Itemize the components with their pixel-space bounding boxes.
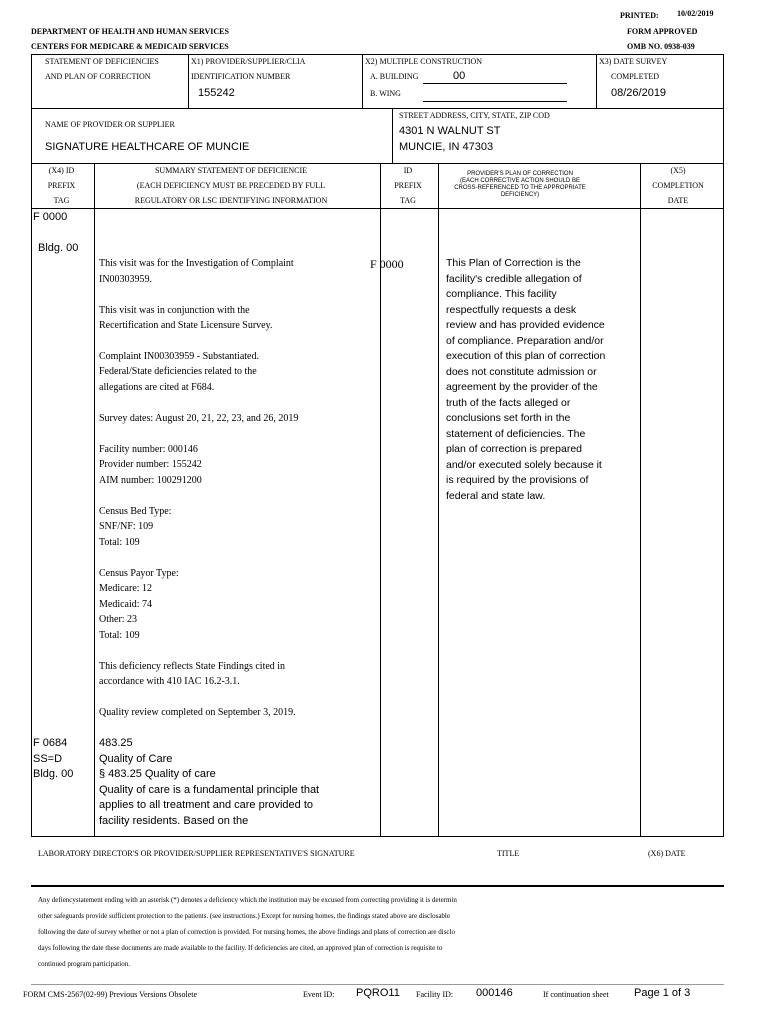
address-label: STREET ADDRESS, CITY, STATE, ZIP COD	[399, 111, 550, 120]
scope-severity: SS=D	[33, 753, 63, 765]
poc-line: and/or executed solely because it	[446, 459, 602, 471]
poc-line: respectfully requests a desk	[446, 304, 577, 316]
summary-line: allegations are cited at F684.	[99, 382, 215, 393]
facility-id: 000146	[476, 987, 513, 999]
fine-print-line: Any defiencystatement ending with an asterisk (*) denotes a deficiency which the institution may be excused from correcting providing it is determin	[38, 896, 457, 904]
x5-header-3: DATE	[667, 196, 689, 205]
poc-header-1: PROVIDER'S PLAN OF CORRECTION	[467, 171, 573, 177]
date-survey-completed: 08/26/2019	[611, 87, 667, 99]
x3-label-2: COMPLETED	[611, 72, 659, 81]
summary-line: This visit was in conjunction with the	[99, 305, 250, 316]
poc-line: of compliance. Preparation and/or	[446, 335, 604, 347]
summary-line: SNF/NF: 109	[99, 521, 154, 532]
id-header-1: ID	[403, 166, 413, 175]
event-id-label: Event ID:	[303, 990, 335, 999]
x1-label-2: IDENTIFICATION NUMBER	[191, 72, 291, 81]
statement-label-2: AND PLAN OF CORRECTION	[45, 72, 151, 81]
x2-label: X2) MULTIPLE CONSTRUCTION	[365, 57, 483, 66]
printed-label: PRINTED:	[620, 11, 659, 20]
provider-id-number: 155242	[198, 87, 235, 99]
x6-date-label: (X6) DATE	[648, 849, 686, 858]
x5-header-2: COMPLETION	[652, 181, 704, 190]
poc-line: facility's credible allegation of	[446, 273, 582, 285]
omb-number: OMB NO. 0938-039	[627, 42, 695, 51]
building-value: 00	[453, 70, 466, 82]
poc-line: This Plan of Correction is the	[446, 257, 581, 269]
poc-line: statement of deficiencies. The	[446, 428, 586, 440]
summary-header-3: REGULATORY OR LSC IDENTIFYING INFORMATION	[134, 196, 328, 205]
department-title: DEPARTMENT OF HEALTH AND HUMAN SERVICES	[31, 27, 229, 36]
id-header-3: TAG	[400, 196, 416, 205]
signature-label: LABORATORY DIRECTOR'S OR PROVIDER/SUPPLIER REPRESENTATIVE'S SIGNATURE	[38, 849, 355, 858]
poc-line: agreement by the provider of the	[446, 381, 598, 393]
wing-label: B. WING	[370, 89, 401, 98]
summary-line: Recertification and State Licensure Survey.	[99, 320, 273, 331]
summary-header-1: SUMMARY STATEMENT OF DEFICIENCIE	[154, 166, 308, 175]
form-number: FORM CMS-2567(02-99) Previous Versions Obsolete	[23, 990, 198, 999]
summary-line: Census Payor Type:	[99, 568, 179, 579]
poc-header-3: CROSS-REFERENCED TO THE APPROPRIATE	[454, 185, 586, 191]
tag-f0000: F 0000	[33, 211, 68, 223]
summary-line: IN00303959.	[99, 274, 153, 285]
provider-name: SIGNATURE HEALTHCARE OF MUNCIE	[45, 141, 250, 153]
poc-tag-f0000: F 0000	[370, 257, 404, 271]
x3-label-1: X3) DATE SURVEY	[599, 57, 668, 66]
poc-line: federal and state law.	[446, 490, 546, 502]
statement-label-1: STATEMENT OF DEFICIENCIES	[45, 57, 159, 66]
fine-print-line: days following the date these documents are made available to the facility. If deficiencies are cited, an approved plan of correction is requisite to	[38, 944, 443, 952]
poc-line: conclusions set forth in the	[446, 412, 571, 424]
facility-id-label: Facility ID:	[416, 990, 454, 999]
printed-date: 10/02/2019	[677, 9, 714, 18]
continuation-label: If continuation sheet	[543, 990, 609, 999]
poc-line: execution of this plan of correction	[446, 350, 606, 362]
x5-header-1: (X5)	[670, 166, 686, 175]
summary-line: Quality review completed on September 3, 2019.	[99, 707, 296, 718]
f684-line: Quality of care is a fundamental principle that	[99, 784, 320, 796]
fine-print-line: following the date of survey whether or not a plan of correction is provided. For nursing homes, the above findings and plans of correction are disclo	[38, 928, 455, 936]
x4-header-3: TAG	[53, 196, 70, 205]
f684-line: § 483.25 Quality of care	[99, 768, 216, 780]
id-header-2: PREFIX	[394, 181, 422, 190]
poc-line: plan of correction is prepared	[446, 443, 582, 455]
summary-line: AIM number: 100291200	[99, 475, 202, 486]
summary-line: Other: 23	[99, 614, 138, 625]
summary-line: accordance with 410 IAC 16.2-3.1.	[99, 676, 240, 687]
provider-name-label: NAME OF PROVIDER OR SUPPLIER	[45, 120, 175, 129]
f684-line: applies to all treatment and care provided to	[99, 799, 314, 811]
summary-line: Facility number: 000146	[99, 444, 198, 455]
summary-line: Medicaid: 74	[99, 599, 153, 610]
summary-line: Total: 109	[99, 630, 140, 641]
f684-line: facility residents. Based on the	[99, 815, 249, 827]
street-address: 4301 N WALNUT ST	[399, 125, 501, 137]
summary-header-2: (EACH DEFICIENCY MUST BE PRECEDED BY FULL	[136, 181, 326, 190]
summary-line: Complaint IN00303959 - Substantiated.	[99, 351, 259, 362]
building-tag-1: Bldg. 00	[38, 242, 79, 254]
city-state-zip: MUNCIE, IN 47303	[399, 141, 494, 153]
poc-header-4: DEFICIENCY)	[500, 192, 540, 198]
f684-line: Quality of Care	[99, 753, 173, 765]
centers-title: CENTERS FOR MEDICARE & MEDICAID SERVICES	[31, 42, 229, 51]
summary-line: Census Bed Type:	[99, 506, 172, 517]
summary-line: Total: 109	[99, 537, 140, 548]
poc-line: truth of the facts alleged or	[446, 397, 571, 409]
f684-line: 483.25	[99, 737, 133, 749]
fine-print-line: other safeguards provide sufficient protection to the patients. (see instructions.) Except for nursing homes, the findings stated above are disclosable	[38, 912, 450, 920]
summary-line: Federal/State deficiencies related to the	[99, 366, 257, 377]
summary-line: This visit was for the Investigation of Complaint	[99, 258, 294, 269]
summary-line: Medicare: 12	[99, 583, 153, 594]
page-number: Page 1 of 3	[634, 987, 691, 999]
poc-line: is required by the provisions of	[446, 474, 589, 486]
poc-line: review and has provided evidence	[446, 319, 605, 331]
title-label: TITLE	[497, 849, 520, 858]
summary-line: This deficiency reflects State Findings cited in	[99, 661, 286, 672]
summary-line: Survey dates: August 20, 21, 22, 23, and 26, 2019	[99, 413, 299, 424]
x4-header-1: (X4) ID	[48, 166, 75, 175]
building-tag-2: Bldg. 00	[33, 768, 74, 780]
summary-line: Provider number: 155242	[99, 459, 202, 470]
tag-f0684: F 0684	[33, 737, 68, 749]
fine-print-line: continued program participation.	[38, 960, 130, 968]
building-label: A. BUILDING	[370, 72, 419, 81]
form-approved: FORM APPROVED	[627, 27, 698, 36]
poc-line: does not constitute admission or	[446, 366, 597, 378]
x1-label-1: X1) PROVIDER/SUPPLIER/CLIA	[191, 57, 306, 66]
poc-header-2: (EACH CORRECTIVE ACTION SHOULD BE	[459, 178, 581, 184]
x4-header-2: PREFIX	[47, 181, 76, 190]
poc-line: compliance. This facility	[446, 288, 557, 300]
event-id: PQRO11	[356, 987, 400, 999]
